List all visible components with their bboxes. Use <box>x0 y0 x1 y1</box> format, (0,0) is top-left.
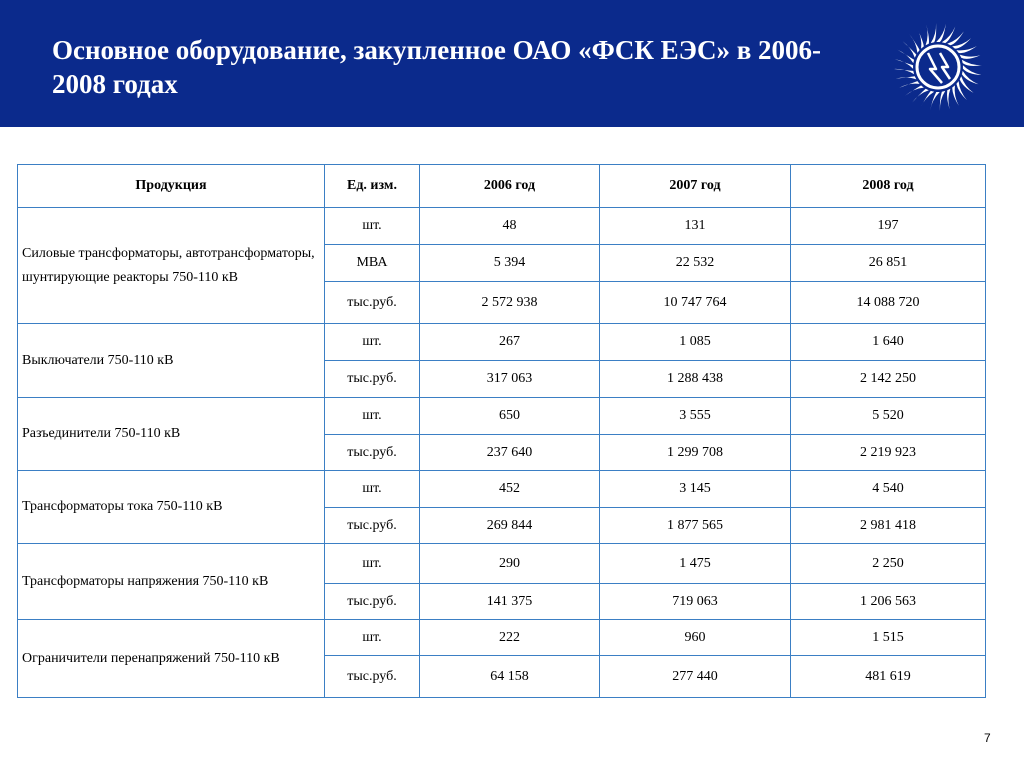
logo-ray <box>895 59 913 69</box>
logo-ray <box>898 50 915 63</box>
value-2007-cell: 277 440 <box>600 656 791 698</box>
value-2006-cell: 650 <box>420 398 600 435</box>
table-row <box>18 208 986 245</box>
logo-ray <box>952 85 959 105</box>
logo-ray <box>921 91 934 108</box>
logo-ring <box>917 46 959 88</box>
value-2006-cell: 222 <box>420 620 600 656</box>
value-2007-cell: 1 085 <box>600 324 791 361</box>
logo-ray <box>963 65 981 75</box>
value-2008-cell: 4 540 <box>791 471 986 508</box>
value-2007-cell: 10 747 764 <box>600 282 791 324</box>
value-2006-cell: 64 158 <box>420 656 600 698</box>
unit-cell: шт. <box>325 620 420 656</box>
unit-cell: шт. <box>325 398 420 435</box>
value-2007-cell: 3 145 <box>600 471 791 508</box>
logo-ray <box>930 92 940 110</box>
product-cell: Разъединители 750-110 кВ <box>18 398 325 471</box>
unit-cell: тыс.руб. <box>325 361 420 398</box>
product-cell: Ограничители перенапряжений 750-110 кВ <box>18 620 325 698</box>
value-2007-cell: 131 <box>600 208 791 245</box>
value-2006-cell: 141 375 <box>420 584 600 620</box>
value-2007-cell: 960 <box>600 620 791 656</box>
logo-ray <box>909 34 920 53</box>
logo-ray <box>931 23 936 43</box>
logo-ray <box>960 55 981 59</box>
logo-ray <box>902 41 916 58</box>
product-cell: Силовые трансформаторы, автотрансформаторы, шунтирующие реакторы 750-110 кВ <box>18 208 325 324</box>
logo-ray <box>896 76 917 79</box>
value-2008-cell: 1 515 <box>791 620 986 656</box>
value-2008-cell: 1 206 563 <box>791 584 986 620</box>
logo-ray <box>912 89 929 103</box>
value-2008-cell: 2 219 923 <box>791 435 986 471</box>
product-cell: Трансформаторы напряжения 750-110 кВ <box>18 544 325 620</box>
header-unit: Ед. изм. <box>325 165 420 208</box>
value-2007-cell: 1 299 708 <box>600 435 791 471</box>
product-cell: Трансформаторы тока 750-110 кВ <box>18 471 325 544</box>
header-2006: 2006 год <box>420 165 600 208</box>
value-2008-cell: 481 619 <box>791 656 986 698</box>
logo-ray <box>899 81 919 88</box>
value-2007-cell: 1 877 565 <box>600 508 791 544</box>
value-2006-cell: 267 <box>420 324 600 361</box>
value-2007-cell: 22 532 <box>600 245 791 282</box>
table-row <box>18 471 986 508</box>
unit-cell: шт. <box>325 544 420 584</box>
table-row <box>18 398 986 435</box>
logo-ray <box>956 81 967 100</box>
logo-bolt <box>928 53 950 83</box>
logo-ray <box>926 25 929 46</box>
value-2007-cell: 719 063 <box>600 584 791 620</box>
table-row <box>18 324 986 361</box>
value-2006-cell: 317 063 <box>420 361 600 398</box>
value-2007-cell: 3 555 <box>600 398 791 435</box>
unit-cell: шт. <box>325 324 420 361</box>
logo-ray <box>952 38 971 49</box>
value-2008-cell: 1 640 <box>791 324 986 361</box>
value-2007-cell: 1 475 <box>600 544 791 584</box>
unit-cell: тыс.руб. <box>325 435 420 471</box>
logo-ray <box>905 85 924 96</box>
value-2006-cell: 237 640 <box>420 435 600 471</box>
logo-ray <box>962 60 982 66</box>
value-2008-cell: 2 981 418 <box>791 508 986 544</box>
value-2006-cell: 5 394 <box>420 245 600 282</box>
value-2008-cell: 26 851 <box>791 245 986 282</box>
value-2006-cell: 269 844 <box>420 508 600 544</box>
unit-cell: тыс.руб. <box>325 282 420 324</box>
value-2008-cell: 5 520 <box>791 398 986 435</box>
logo-ray <box>917 28 924 48</box>
unit-cell: шт. <box>325 471 420 508</box>
header-product: Продукция <box>18 165 325 208</box>
equipment-table <box>17 164 986 698</box>
table-row <box>18 620 986 656</box>
product-cell: Выключатели 750-110 кВ <box>18 324 325 398</box>
table-header-row <box>18 165 986 208</box>
unit-cell: шт. <box>325 208 420 245</box>
header-2008: 2008 год <box>791 165 986 208</box>
slide-header <box>0 0 1024 127</box>
logo-ray <box>894 69 914 74</box>
value-2006-cell: 290 <box>420 544 600 584</box>
value-2008-cell: 197 <box>791 208 986 245</box>
page-number: 7 <box>984 731 991 745</box>
unit-cell: МВА <box>325 245 420 282</box>
value-2006-cell: 48 <box>420 208 600 245</box>
logo-ray <box>936 24 946 42</box>
value-2008-cell: 2 142 250 <box>791 361 986 398</box>
unit-cell: тыс.руб. <box>325 656 420 698</box>
value-2008-cell: 2 250 <box>791 544 986 584</box>
logo-ray <box>947 89 950 110</box>
fsk-ees-logo-icon <box>888 17 988 117</box>
value-2006-cell: 2 572 938 <box>420 282 600 324</box>
header-2007: 2007 год <box>600 165 791 208</box>
logo-ray <box>940 91 945 111</box>
logo-ray <box>942 27 955 44</box>
table-row <box>18 544 986 584</box>
value-2006-cell: 452 <box>420 471 600 508</box>
value-2008-cell: 14 088 720 <box>791 282 986 324</box>
equipment-table-container <box>17 164 985 698</box>
unit-cell: тыс.руб. <box>325 584 420 620</box>
value-2007-cell: 1 288 438 <box>600 361 791 398</box>
unit-cell: тыс.руб. <box>325 508 420 544</box>
slide-title: Основное оборудование, закупленное ОАО «ФСК ЕЭС» в 2006-2008 годах <box>52 35 822 99</box>
